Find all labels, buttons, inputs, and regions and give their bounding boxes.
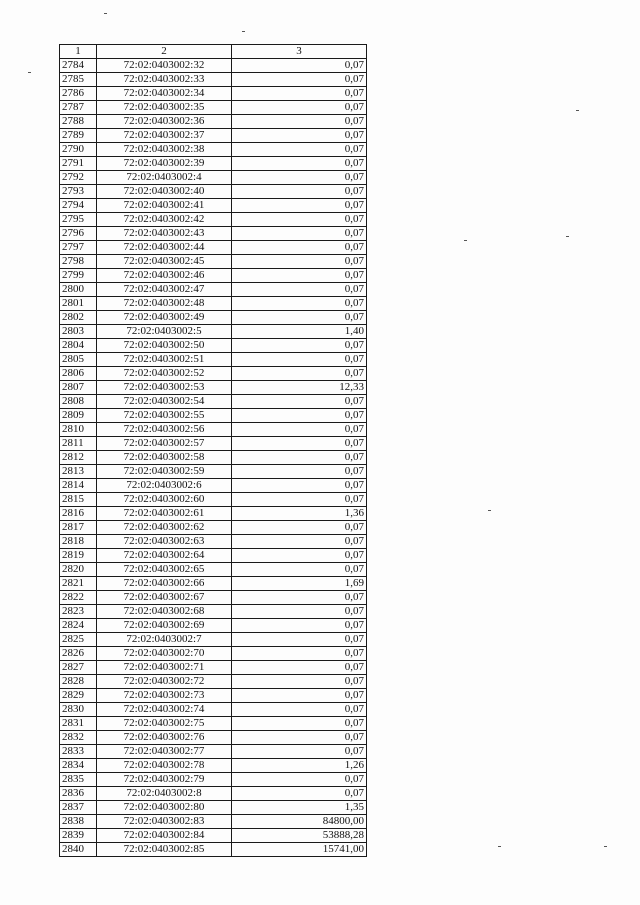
- row-value: 0,07: [232, 689, 367, 703]
- scan-speck: [498, 846, 501, 847]
- row-value: 0,07: [232, 367, 367, 381]
- cadastral-number: 72:02:0403002:70: [97, 647, 232, 661]
- table-row: [60, 59, 367, 73]
- row-number: 2825: [60, 633, 97, 647]
- row-number: 2794: [60, 199, 97, 213]
- scan-speck: [576, 110, 579, 111]
- row-value: 0,07: [232, 633, 367, 647]
- table-row: [60, 521, 367, 535]
- row-number: 2821: [60, 577, 97, 591]
- cadastral-number: 72:02:0403002:52: [97, 367, 232, 381]
- row-value: 0,07: [232, 241, 367, 255]
- scan-speck: [566, 236, 569, 237]
- cadastral-number: 72:02:0403002:6: [97, 479, 232, 493]
- row-number: 2813: [60, 465, 97, 479]
- table-row: [60, 241, 367, 255]
- cadastral-number: 72:02:0403002:68: [97, 605, 232, 619]
- cadastral-number: 72:02:0403002:44: [97, 241, 232, 255]
- row-number: 2807: [60, 381, 97, 395]
- cadastral-number: 72:02:0403002:53: [97, 381, 232, 395]
- row-number: 2795: [60, 213, 97, 227]
- row-number: 2793: [60, 185, 97, 199]
- row-value: 0,07: [232, 297, 367, 311]
- cadastral-number: 72:02:0403002:58: [97, 451, 232, 465]
- table-row: [60, 115, 367, 129]
- table-row: [60, 353, 367, 367]
- table-row: [60, 675, 367, 689]
- row-number: 2803: [60, 325, 97, 339]
- row-value: 0,07: [232, 269, 367, 283]
- row-number: 2831: [60, 717, 97, 731]
- row-value: 0,07: [232, 101, 367, 115]
- row-value: 1,26: [232, 759, 367, 773]
- cadastral-number: 72:02:0403002:64: [97, 549, 232, 563]
- table-row: [60, 87, 367, 101]
- table-row: [60, 563, 367, 577]
- row-number: 2801: [60, 297, 97, 311]
- table-row: [60, 759, 367, 773]
- cadastral-number: 72:02:0403002:55: [97, 409, 232, 423]
- row-number: 2810: [60, 423, 97, 437]
- cadastral-number: 72:02:0403002:76: [97, 731, 232, 745]
- table-row: [60, 325, 367, 339]
- row-value: 0,07: [232, 591, 367, 605]
- row-value: 0,07: [232, 129, 367, 143]
- table-row: [60, 773, 367, 787]
- row-number: 2815: [60, 493, 97, 507]
- row-value: 0,07: [232, 171, 367, 185]
- row-value: 0,07: [232, 521, 367, 535]
- row-number: 2829: [60, 689, 97, 703]
- table-header-row: [60, 45, 367, 59]
- cadastral-number: 72:02:0403002:80: [97, 801, 232, 815]
- table-row: [60, 297, 367, 311]
- row-value: 0,07: [232, 479, 367, 493]
- row-number: 2828: [60, 675, 97, 689]
- column-header-number: 1: [60, 45, 97, 59]
- row-number: 2819: [60, 549, 97, 563]
- row-number: 2786: [60, 87, 97, 101]
- row-number: 2787: [60, 101, 97, 115]
- column-header-cadastral-number: 2: [97, 45, 232, 59]
- table-row: [60, 101, 367, 115]
- row-number: 2839: [60, 829, 97, 843]
- cadastral-number: 72:02:0403002:71: [97, 661, 232, 675]
- table-row: [60, 787, 367, 801]
- cadastral-number: 72:02:0403002:57: [97, 437, 232, 451]
- table-row: [60, 843, 367, 857]
- table-row: [60, 409, 367, 423]
- cadastral-number: 72:02:0403002:34: [97, 87, 232, 101]
- table-row: [60, 815, 367, 829]
- table-row: [60, 745, 367, 759]
- row-value: 0,07: [232, 199, 367, 213]
- row-number: 2806: [60, 367, 97, 381]
- table-row: [60, 703, 367, 717]
- parcel-table: [59, 44, 367, 857]
- row-number: 2812: [60, 451, 97, 465]
- cadastral-number: 72:02:0403002:60: [97, 493, 232, 507]
- row-value: 0,07: [232, 731, 367, 745]
- cadastral-number: 72:02:0403002:75: [97, 717, 232, 731]
- cadastral-number: 72:02:0403002:37: [97, 129, 232, 143]
- row-value: 0,07: [232, 409, 367, 423]
- cadastral-number: 72:02:0403002:65: [97, 563, 232, 577]
- row-value: 0,07: [232, 87, 367, 101]
- row-number: 2811: [60, 437, 97, 451]
- cadastral-number: 72:02:0403002:56: [97, 423, 232, 437]
- row-number: 2809: [60, 409, 97, 423]
- row-number: 2840: [60, 843, 97, 857]
- row-number: 2824: [60, 619, 97, 633]
- table-row: [60, 801, 367, 815]
- cadastral-number: 72:02:0403002:42: [97, 213, 232, 227]
- table-row: [60, 661, 367, 675]
- row-value: 12,33: [232, 381, 367, 395]
- cadastral-number: 72:02:0403002:66: [97, 577, 232, 591]
- cadastral-number: 72:02:0403002:51: [97, 353, 232, 367]
- cadastral-number: 72:02:0403002:32: [97, 59, 232, 73]
- row-number: 2820: [60, 563, 97, 577]
- row-number: 2837: [60, 801, 97, 815]
- cadastral-number: 72:02:0403002:4: [97, 171, 232, 185]
- table-row: [60, 283, 367, 297]
- row-number: 2799: [60, 269, 97, 283]
- table-row: [60, 423, 367, 437]
- row-number: 2788: [60, 115, 97, 129]
- cadastral-number: 72:02:0403002:48: [97, 297, 232, 311]
- table-row: [60, 493, 367, 507]
- cadastral-number: 72:02:0403002:83: [97, 815, 232, 829]
- cadastral-number: 72:02:0403002:46: [97, 269, 232, 283]
- row-value: 0,07: [232, 115, 367, 129]
- cadastral-number: 72:02:0403002:73: [97, 689, 232, 703]
- row-value: 0,07: [232, 213, 367, 227]
- row-number: 2808: [60, 395, 97, 409]
- row-number: 2784: [60, 59, 97, 73]
- row-value: 0,07: [232, 451, 367, 465]
- table-row: [60, 633, 367, 647]
- row-number: 2818: [60, 535, 97, 549]
- cadastral-number: 72:02:0403002:41: [97, 199, 232, 213]
- row-value: 84800,00: [232, 815, 367, 829]
- table-row: [60, 227, 367, 241]
- row-number: 2816: [60, 507, 97, 521]
- cadastral-number: 72:02:0403002:77: [97, 745, 232, 759]
- row-value: 1,69: [232, 577, 367, 591]
- scan-speck: [488, 510, 491, 511]
- cadastral-number: 72:02:0403002:63: [97, 535, 232, 549]
- table-row: [60, 535, 367, 549]
- cadastral-number: 72:02:0403002:67: [97, 591, 232, 605]
- table-row: [60, 647, 367, 661]
- row-number: 2798: [60, 255, 97, 269]
- row-number: 2804: [60, 339, 97, 353]
- table-row: [60, 199, 367, 213]
- row-number: 2785: [60, 73, 97, 87]
- table-row: [60, 549, 367, 563]
- cadastral-number: 72:02:0403002:78: [97, 759, 232, 773]
- cadastral-number: 72:02:0403002:84: [97, 829, 232, 843]
- row-number: 2817: [60, 521, 97, 535]
- row-value: 0,07: [232, 605, 367, 619]
- table-row: [60, 577, 367, 591]
- cadastral-number: 72:02:0403002:8: [97, 787, 232, 801]
- column-header-value: 3: [232, 45, 367, 59]
- cadastral-number: 72:02:0403002:43: [97, 227, 232, 241]
- row-value: 0,07: [232, 423, 367, 437]
- row-number: 2832: [60, 731, 97, 745]
- cadastral-number: 72:02:0403002:72: [97, 675, 232, 689]
- table-row: [60, 591, 367, 605]
- row-number: 2823: [60, 605, 97, 619]
- table-row: [60, 269, 367, 283]
- row-value: 0,07: [232, 73, 367, 87]
- table-row: [60, 185, 367, 199]
- row-number: 2826: [60, 647, 97, 661]
- row-value: 0,07: [232, 311, 367, 325]
- table-row: [60, 479, 367, 493]
- cadastral-number: 72:02:0403002:45: [97, 255, 232, 269]
- row-value: 0,07: [232, 339, 367, 353]
- scan-speck: [104, 13, 107, 14]
- row-value: 0,07: [232, 283, 367, 297]
- table-row: [60, 619, 367, 633]
- cadastral-number: 72:02:0403002:79: [97, 773, 232, 787]
- cadastral-number: 72:02:0403002:54: [97, 395, 232, 409]
- table-row: [60, 171, 367, 185]
- table-row: [60, 381, 367, 395]
- cadastral-number: 72:02:0403002:50: [97, 339, 232, 353]
- row-value: 0,07: [232, 717, 367, 731]
- row-value: 0,07: [232, 563, 367, 577]
- table-row: [60, 717, 367, 731]
- row-number: 2835: [60, 773, 97, 787]
- row-value: 0,07: [232, 185, 367, 199]
- row-number: 2792: [60, 171, 97, 185]
- cadastral-number: 72:02:0403002:7: [97, 633, 232, 647]
- table-row: [60, 213, 367, 227]
- table-row: [60, 157, 367, 171]
- row-number: 2827: [60, 661, 97, 675]
- row-value: 0,07: [232, 535, 367, 549]
- table-row: [60, 829, 367, 843]
- row-value: 1,35: [232, 801, 367, 815]
- table-row: [60, 731, 367, 745]
- row-value: 0,07: [232, 353, 367, 367]
- cadastral-number: 72:02:0403002:59: [97, 465, 232, 479]
- row-value: 0,07: [232, 255, 367, 269]
- row-number: 2790: [60, 143, 97, 157]
- row-value: 0,07: [232, 437, 367, 451]
- table-row: [60, 437, 367, 451]
- table-row: [60, 395, 367, 409]
- row-number: 2830: [60, 703, 97, 717]
- row-value: 53888,28: [232, 829, 367, 843]
- row-number: 2822: [60, 591, 97, 605]
- row-value: 0,07: [232, 787, 367, 801]
- row-number: 2838: [60, 815, 97, 829]
- row-number: 2805: [60, 353, 97, 367]
- cadastral-number: 72:02:0403002:38: [97, 143, 232, 157]
- row-value: 0,07: [232, 773, 367, 787]
- row-value: 0,07: [232, 465, 367, 479]
- cadastral-number: 72:02:0403002:62: [97, 521, 232, 535]
- row-value: 0,07: [232, 619, 367, 633]
- row-number: 2836: [60, 787, 97, 801]
- row-number: 2814: [60, 479, 97, 493]
- cadastral-number: 72:02:0403002:39: [97, 157, 232, 171]
- row-number: 2833: [60, 745, 97, 759]
- row-value: 0,07: [232, 745, 367, 759]
- cadastral-number: 72:02:0403002:49: [97, 311, 232, 325]
- row-value: 0,07: [232, 227, 367, 241]
- table-row: [60, 73, 367, 87]
- table-row: [60, 451, 367, 465]
- row-value: 0,07: [232, 703, 367, 717]
- scan-speck: [464, 240, 467, 241]
- table-row: [60, 605, 367, 619]
- row-number: 2834: [60, 759, 97, 773]
- row-value: 1,36: [232, 507, 367, 521]
- row-number: 2789: [60, 129, 97, 143]
- cadastral-number: 72:02:0403002:40: [97, 185, 232, 199]
- table-row: [60, 465, 367, 479]
- table-row: [60, 143, 367, 157]
- scan-speck: [242, 31, 245, 32]
- row-value: 1,40: [232, 325, 367, 339]
- table-row: [60, 311, 367, 325]
- row-value: 0,07: [232, 59, 367, 73]
- cadastral-number: 72:02:0403002:33: [97, 73, 232, 87]
- cadastral-number: 72:02:0403002:35: [97, 101, 232, 115]
- row-value: 0,07: [232, 143, 367, 157]
- table-row: [60, 507, 367, 521]
- row-value: 0,07: [232, 493, 367, 507]
- cadastral-number: 72:02:0403002:61: [97, 507, 232, 521]
- row-number: 2802: [60, 311, 97, 325]
- row-value: 0,07: [232, 157, 367, 171]
- row-value: 0,07: [232, 675, 367, 689]
- cadastral-number: 72:02:0403002:5: [97, 325, 232, 339]
- table-row: [60, 689, 367, 703]
- row-number: 2791: [60, 157, 97, 171]
- row-value: 15741,00: [232, 843, 367, 857]
- parcel-table-body: [60, 45, 367, 857]
- cadastral-number: 72:02:0403002:85: [97, 843, 232, 857]
- row-number: 2797: [60, 241, 97, 255]
- scan-speck: [28, 72, 31, 73]
- table-row: [60, 255, 367, 269]
- cadastral-number: 72:02:0403002:69: [97, 619, 232, 633]
- table-row: [60, 129, 367, 143]
- row-number: 2800: [60, 283, 97, 297]
- cadastral-number: 72:02:0403002:36: [97, 115, 232, 129]
- row-value: 0,07: [232, 549, 367, 563]
- row-value: 0,07: [232, 661, 367, 675]
- row-value: 0,07: [232, 647, 367, 661]
- row-number: 2796: [60, 227, 97, 241]
- table-row: [60, 367, 367, 381]
- scan-speck: [604, 846, 607, 847]
- row-value: 0,07: [232, 395, 367, 409]
- cadastral-number: 72:02:0403002:47: [97, 283, 232, 297]
- cadastral-number: 72:02:0403002:74: [97, 703, 232, 717]
- table-row: [60, 339, 367, 353]
